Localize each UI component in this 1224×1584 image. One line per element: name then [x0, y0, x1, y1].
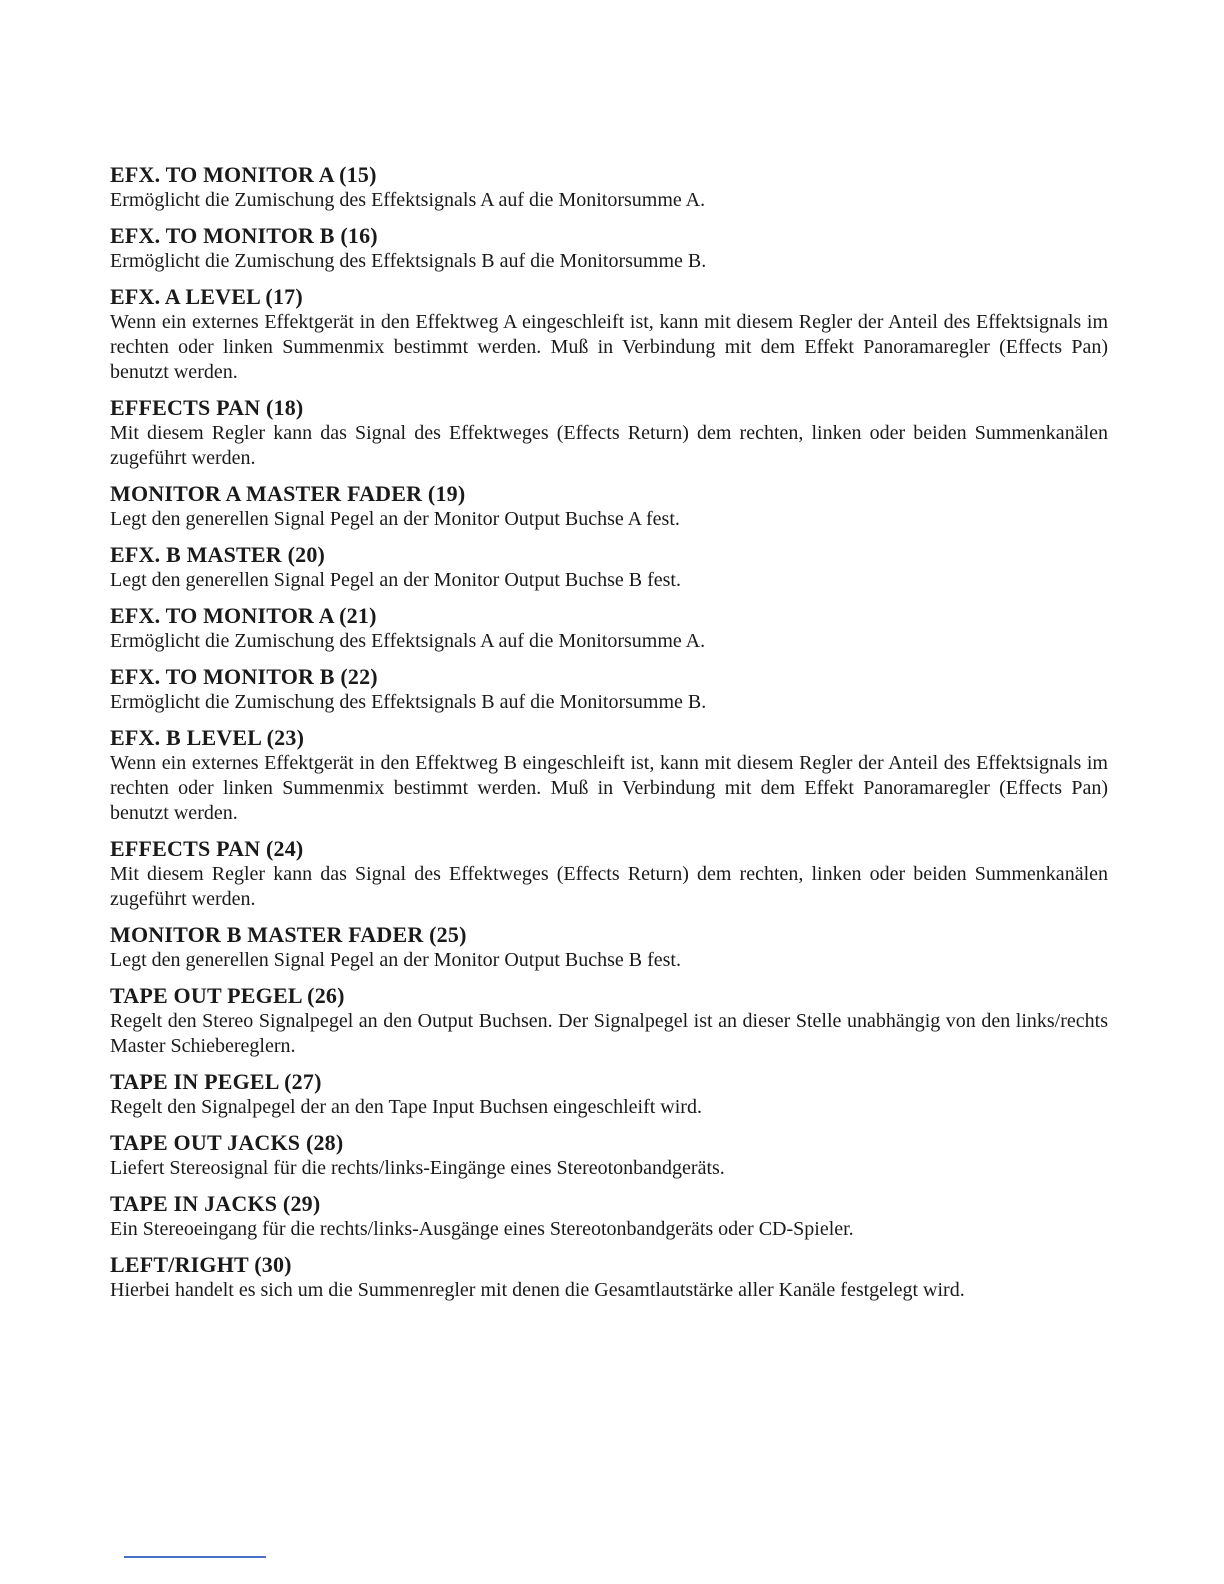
- section-effects-pan-24: [110, 836, 1108, 912]
- section-heading: EFX. TO MONITOR A (15): [110, 162, 377, 187]
- section-left-right-30: [110, 1252, 1108, 1303]
- section-text: Legt den generellen Signal Pegel an der Monitor Output Buchse B fest.: [110, 569, 681, 591]
- section-text: Wenn ein externes Effektgerät in den Effektweg B eingeschleift ist, kann mit diesem Regler der Anteil des Effektsignals im rechten oder linken Summenmix bestimmt werden. Muß in Verbindung mit dem Effekt Panoramaregler (Effects Pan) benutzt werden.: [110, 752, 1108, 824]
- section-text: Legt den generellen Signal Pegel an der Monitor Output Buchse B fest.: [110, 949, 681, 971]
- section-heading: TAPE IN JACKS (29): [110, 1191, 321, 1216]
- section-heading: EFX. B LEVEL (23): [110, 725, 305, 750]
- section-efx-to-monitor-b-16: [110, 223, 1108, 274]
- section-heading: EFX. TO MONITOR B (22): [110, 664, 378, 689]
- section-monitor-a-master-fader-19: [110, 481, 1108, 532]
- section-efx-b-level-23: [110, 725, 1108, 826]
- footer-rule: [124, 1556, 266, 1558]
- section-efx-to-monitor-b-22: [110, 664, 1108, 715]
- section-heading: MONITOR B MASTER FADER (25): [110, 922, 467, 947]
- section-heading: TAPE IN PEGEL (27): [110, 1069, 322, 1094]
- section-text: Ermöglicht die Zumischung des Effektsignals B auf die Monitorsumme B.: [110, 250, 707, 272]
- section-heading: EFX. A LEVEL (17): [110, 284, 303, 309]
- section-text: Mit diesem Regler kann das Signal des Effektweges (Effects Return) dem rechten, linken oder beiden Summenkanälen zugeführt werden.: [110, 422, 1108, 469]
- section-text: Mit diesem Regler kann das Signal des Effektweges (Effects Return) dem rechten, linken oder beiden Summenkanälen zugeführt werden.: [110, 863, 1108, 910]
- section-efx-b-master-20: [110, 542, 1108, 593]
- section-text: Ermöglicht die Zumischung des Effektsignals A auf die Monitorsumme A.: [110, 630, 706, 652]
- section-tape-in-pegel-27: [110, 1069, 1108, 1120]
- section-heading: EFX. TO MONITOR B (16): [110, 223, 378, 248]
- section-text: Ermöglicht die Zumischung des Effektsignals A auf die Monitorsumme A.: [110, 189, 706, 211]
- document-page: [110, 162, 1108, 1313]
- section-text: Wenn ein externes Effektgerät in den Effektweg A eingeschleift ist, kann mit diesem Regler der Anteil des Effektsignals im rechten oder linken Summenmix bestimmt werden. Muß in Verbindung mit dem Effekt Panoramaregler (Effects Pan) benutzt werden.: [110, 311, 1108, 383]
- section-heading: EFFECTS PAN (24): [110, 836, 304, 861]
- section-tape-out-jacks-28: [110, 1130, 1108, 1181]
- section-text: Regelt den Stereo Signalpegel an den Output Buchsen. Der Signalpegel ist an dieser Stelle unabhängig von den links/rechts Master Schiebereglern.: [110, 1010, 1108, 1057]
- section-tape-in-jacks-29: [110, 1191, 1108, 1242]
- section-text: Regelt den Signalpegel der an den Tape Input Buchsen eingeschleift wird.: [110, 1096, 702, 1118]
- section-efx-to-monitor-a-21: [110, 603, 1108, 654]
- section-effects-pan-18: [110, 395, 1108, 471]
- section-heading: EFX. B MASTER (20): [110, 542, 326, 567]
- section-text: Legt den generellen Signal Pegel an der Monitor Output Buchse A fest.: [110, 508, 680, 530]
- section-efx-a-level-17: [110, 284, 1108, 385]
- section-heading: MONITOR A MASTER FADER (19): [110, 481, 466, 506]
- section-efx-to-monitor-a-15: [110, 162, 1108, 213]
- section-heading: EFX. TO MONITOR A (21): [110, 603, 377, 628]
- section-heading: TAPE OUT PEGEL (26): [110, 983, 345, 1008]
- section-monitor-b-master-fader-25: [110, 922, 1108, 973]
- section-heading: EFFECTS PAN (18): [110, 395, 304, 420]
- section-text: Ermöglicht die Zumischung des Effektsignals B auf die Monitorsumme B.: [110, 691, 707, 713]
- section-heading: LEFT/RIGHT (30): [110, 1252, 292, 1277]
- section-text: Liefert Stereosignal für die rechts/links-Eingänge eines Stereotonbandgeräts.: [110, 1157, 725, 1179]
- section-tape-out-pegel-26: [110, 983, 1108, 1059]
- section-heading: TAPE OUT JACKS (28): [110, 1130, 344, 1155]
- section-text: Hierbei handelt es sich um die Summenregler mit denen die Gesamtlautstärke aller Kanäle festgelegt wird.: [110, 1279, 965, 1301]
- section-text: Ein Stereoeingang für die rechts/links-Ausgänge eines Stereotonbandgeräts oder CD-Spieler.: [110, 1218, 854, 1240]
